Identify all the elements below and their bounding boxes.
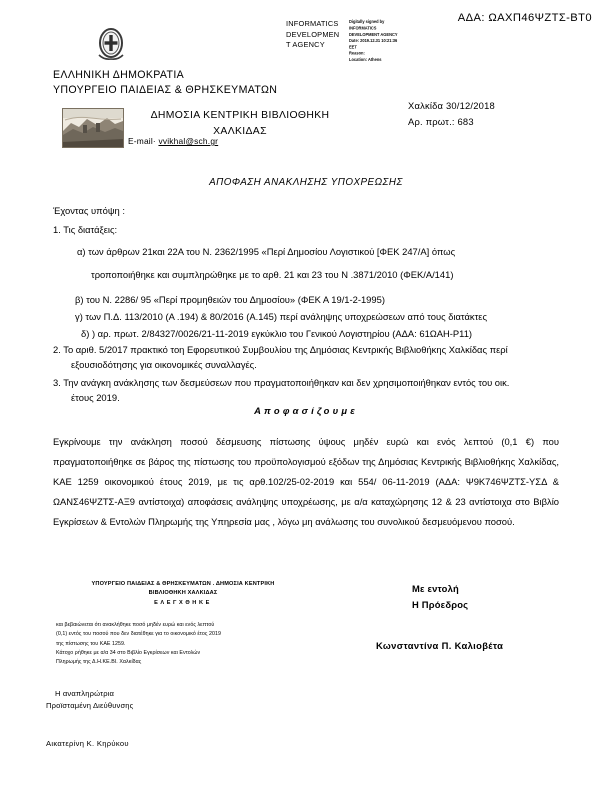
signature-left <box>46 688 134 750</box>
preamble-item-2: 2. Το αριθ. 5/2017 πρακτικό τοη Εφορευτικού Συμβουλίου της Δημόσιας Κεντρικής Βιβλιοθήκης Χαλκίδας περί <box>53 344 508 355</box>
library-title <box>130 108 350 139</box>
decision-paragraph: Εγκρίνουμε την ανάκληση ποσού δέσμευσης πίστωσης ύψους μηδέν ευρώ και ενός λεπτού (0,1 €) που πραγματοποιήθηκε σε βάρος της πίστωσης του προϋπολογισμού εξόδων της Δημόσιας Κεντρικής Βιβλιοθήκης Χαλκίδας, ΚΑΕ 1259 οικονομικού έτους 2019, με τις αρθ.102/25-02-2019 και 554/ 06-11-2019 (ΑΔΑ: Ψ9Κ746ΨΖΤΣ-ΥΣΔ & ΩΑΝΣ46ΨΖΤΣ-ΑΞ9 αντίστοιχα) αποφάσεις ανάληψης υποχρέωσης, με α/α καταχώρησης 12 & 23 αντίστοιχα στο Βιβλίο Εγκρίσεων & Εντολών Πληρωμής της Υπηρεσία μας , λόγω μη ανάλωσης του συνολικού δεσμευόμενου ποσού. <box>53 436 559 527</box>
provision-item-d: δ) ) αρ. πρωτ. 2/84327/0026/21-11-2019 εγκύκλιο του Γενικού Λογιστηρίου (ΑΔΑ: 61ΩΑΗ-Ρ11) <box>81 327 473 339</box>
digital-signature-agency <box>286 19 344 51</box>
dsig-detail-line-3: DEVELOPMENT AGENCY <box>349 31 398 37</box>
ministry-line: ΥΠΟΥΡΓΕΙΟ ΠΑΙΔΕΙΑΣ & ΘΡΗΣΚΕΥΜΑΤΩΝ <box>53 84 278 97</box>
provision-item-b: β) του Ν. 2286/ 95 «Περί προμηθειών του Δημοσίου» (ΦΕΚ Α 19/1-2-1995) <box>75 294 385 306</box>
preamble-item-2-cont: εξουσιοδότησης για οικονομικές συναλλαγές. <box>71 358 257 370</box>
verification-stamp <box>62 580 304 609</box>
library-building-photo <box>62 108 124 148</box>
ada-header-code: ΑΔΑ: ΩΑΧΠ46ΨΖΤΣ-ΒΤ0 <box>457 12 592 24</box>
preamble-items <box>53 344 561 405</box>
stamp-note-line-1: και βεβαιώνεται ότι ανακλήθηκε ποσό μηδέν ευρώ και ενός λεπτού <box>56 622 215 628</box>
greek-coat-of-arms-icon <box>97 26 125 60</box>
signature-left-role-line-1: Η αναπληρώτρια <box>55 689 115 698</box>
signature-right-role: Η Πρόεδρος <box>412 599 469 611</box>
stamp-note-line-5: Πληρωμής της Δ.Η.ΚΕ.ΒΙ. Χαλκίδας <box>56 659 142 666</box>
dsig-detail-line-1: Digitally signed by <box>349 19 385 25</box>
stamp-note <box>56 621 306 667</box>
email-address[interactable]: vvikhal@sch.gr <box>158 136 219 146</box>
provision-item-a1: α) των άρθρων 21και 22Α του Ν. 2362/1995 «Περί Δημοσίου Λογιστικού [ΦΕΚ 247/Α] όπως <box>77 246 456 257</box>
signature-right-name: Κωνσταντίνα Π. Καλιοβέτα <box>376 640 504 651</box>
provisions-list <box>53 246 561 340</box>
protocol-number: Αρ. πρωτ.: 683 <box>408 115 474 127</box>
dsig-detail-line-6: Reason: <box>349 50 365 56</box>
digital-signature-details <box>349 19 398 63</box>
dsig-detail-line-2: INFORMATICS <box>349 25 377 31</box>
stamp-line-1: ΥΠΟΥΡΓΕΙΟ ΠΑΙΔΕΙΑΣ & ΘΡΗΣΚΕΥΜΑΤΩΝ . ΔΗΜΟΣΙΑ ΚΕΝΤΡΙΚΗ <box>91 581 275 587</box>
preamble-item-3-cont: έτους 2019. <box>71 392 120 404</box>
dsig-agency-line-1: INFORMATICS <box>286 19 339 28</box>
dsig-detail-line-4: Date: 2019.12.31 10:21:36 <box>349 37 398 44</box>
provision-item-g: γ) των Π.Δ. 113/2010 (Α .194) & 80/2016 (Α.145) περί ανάληψης υποχρεώσεων από τους διατάκτες <box>75 311 487 323</box>
stamp-note-line-4: Κάτοχο ρήθηκε με α/α 34 στο Βιβλίο Εγκρίσεων και Εντολών <box>56 649 201 656</box>
stamp-line-2: ΒΙΒΛΙΟΘΗΚΗ ΧΑΛΚΙΔΑΣ <box>148 590 218 597</box>
digital-signature-block <box>286 19 398 61</box>
provision-item-a2: τροποποιήθηκε και συμπληρώθηκε με το αρθ. 21 και 23 του Ν .3871/2010 (ΦΕΚ/Α/141) <box>91 268 454 280</box>
preamble-item-3: 3. Την ανάγκη ανάκλησης των δεσμεύσεων που πραγματοποιήθηκαν και δεν χρησιμοποιήθηκαν εντός του οικ. <box>53 377 510 389</box>
place-date: Χαλκίδα 30/12/2018 <box>408 100 495 111</box>
republic-line: ΕΛΛΗΝΙΚΗ ΔΗΜΟΚΡΑΤΙΑ <box>53 69 185 81</box>
decide-heading: Αποφασίζουμε <box>254 405 358 416</box>
dsig-agency-line-2: DEVELOPMEN <box>286 29 340 39</box>
library-title-line-1: ΔΗΜΟΣΙΑ ΚΕΝΤΡΙΚΗ ΒΙΒΛΙΟΘΗΚΗ <box>150 110 330 121</box>
having-regard-label: Έχοντας υπόψη : <box>53 205 125 216</box>
stamp-note-line-3: της πίστωσης του ΚΑΕ 1259. <box>56 640 126 647</box>
email-label: E-mail· <box>128 136 156 146</box>
provisions-label: 1. Τις διατάξεις: <box>53 224 118 235</box>
signature-right <box>376 581 504 651</box>
dsig-agency-line-3: T AGENCY <box>286 40 325 50</box>
signature-left-name: Αικατερίνη Κ. Κηρύκου <box>46 739 129 749</box>
dsig-detail-line-5: EET <box>349 44 357 50</box>
stamp-note-line-2: (0,1) εντός του ποσού που δεν διατέθηκε για το οικονομικό έτος 2019 <box>56 631 221 638</box>
library-email <box>128 136 218 147</box>
stamp-checked-label: ΕΛΕΓΧΘΗΚΕ <box>154 600 212 607</box>
library-title-line-2: ΧΑΛΚΙΔΑΣ <box>213 125 267 137</box>
signature-right-by-order: Με εντολή <box>412 583 459 594</box>
page-title: ΑΠΟΦΑΣΗ ΑΝΑΚΛΗΣΗΣ ΥΠΟΧΡΕΩΣΗΣ <box>209 177 403 188</box>
place-date-protocol <box>408 98 495 129</box>
ministry-heading <box>53 68 277 99</box>
dsig-detail-line-7: Location: Athens <box>349 56 382 63</box>
signature-left-role-line-2: Προϊσταμένη Διεύθυνσης <box>46 701 134 711</box>
